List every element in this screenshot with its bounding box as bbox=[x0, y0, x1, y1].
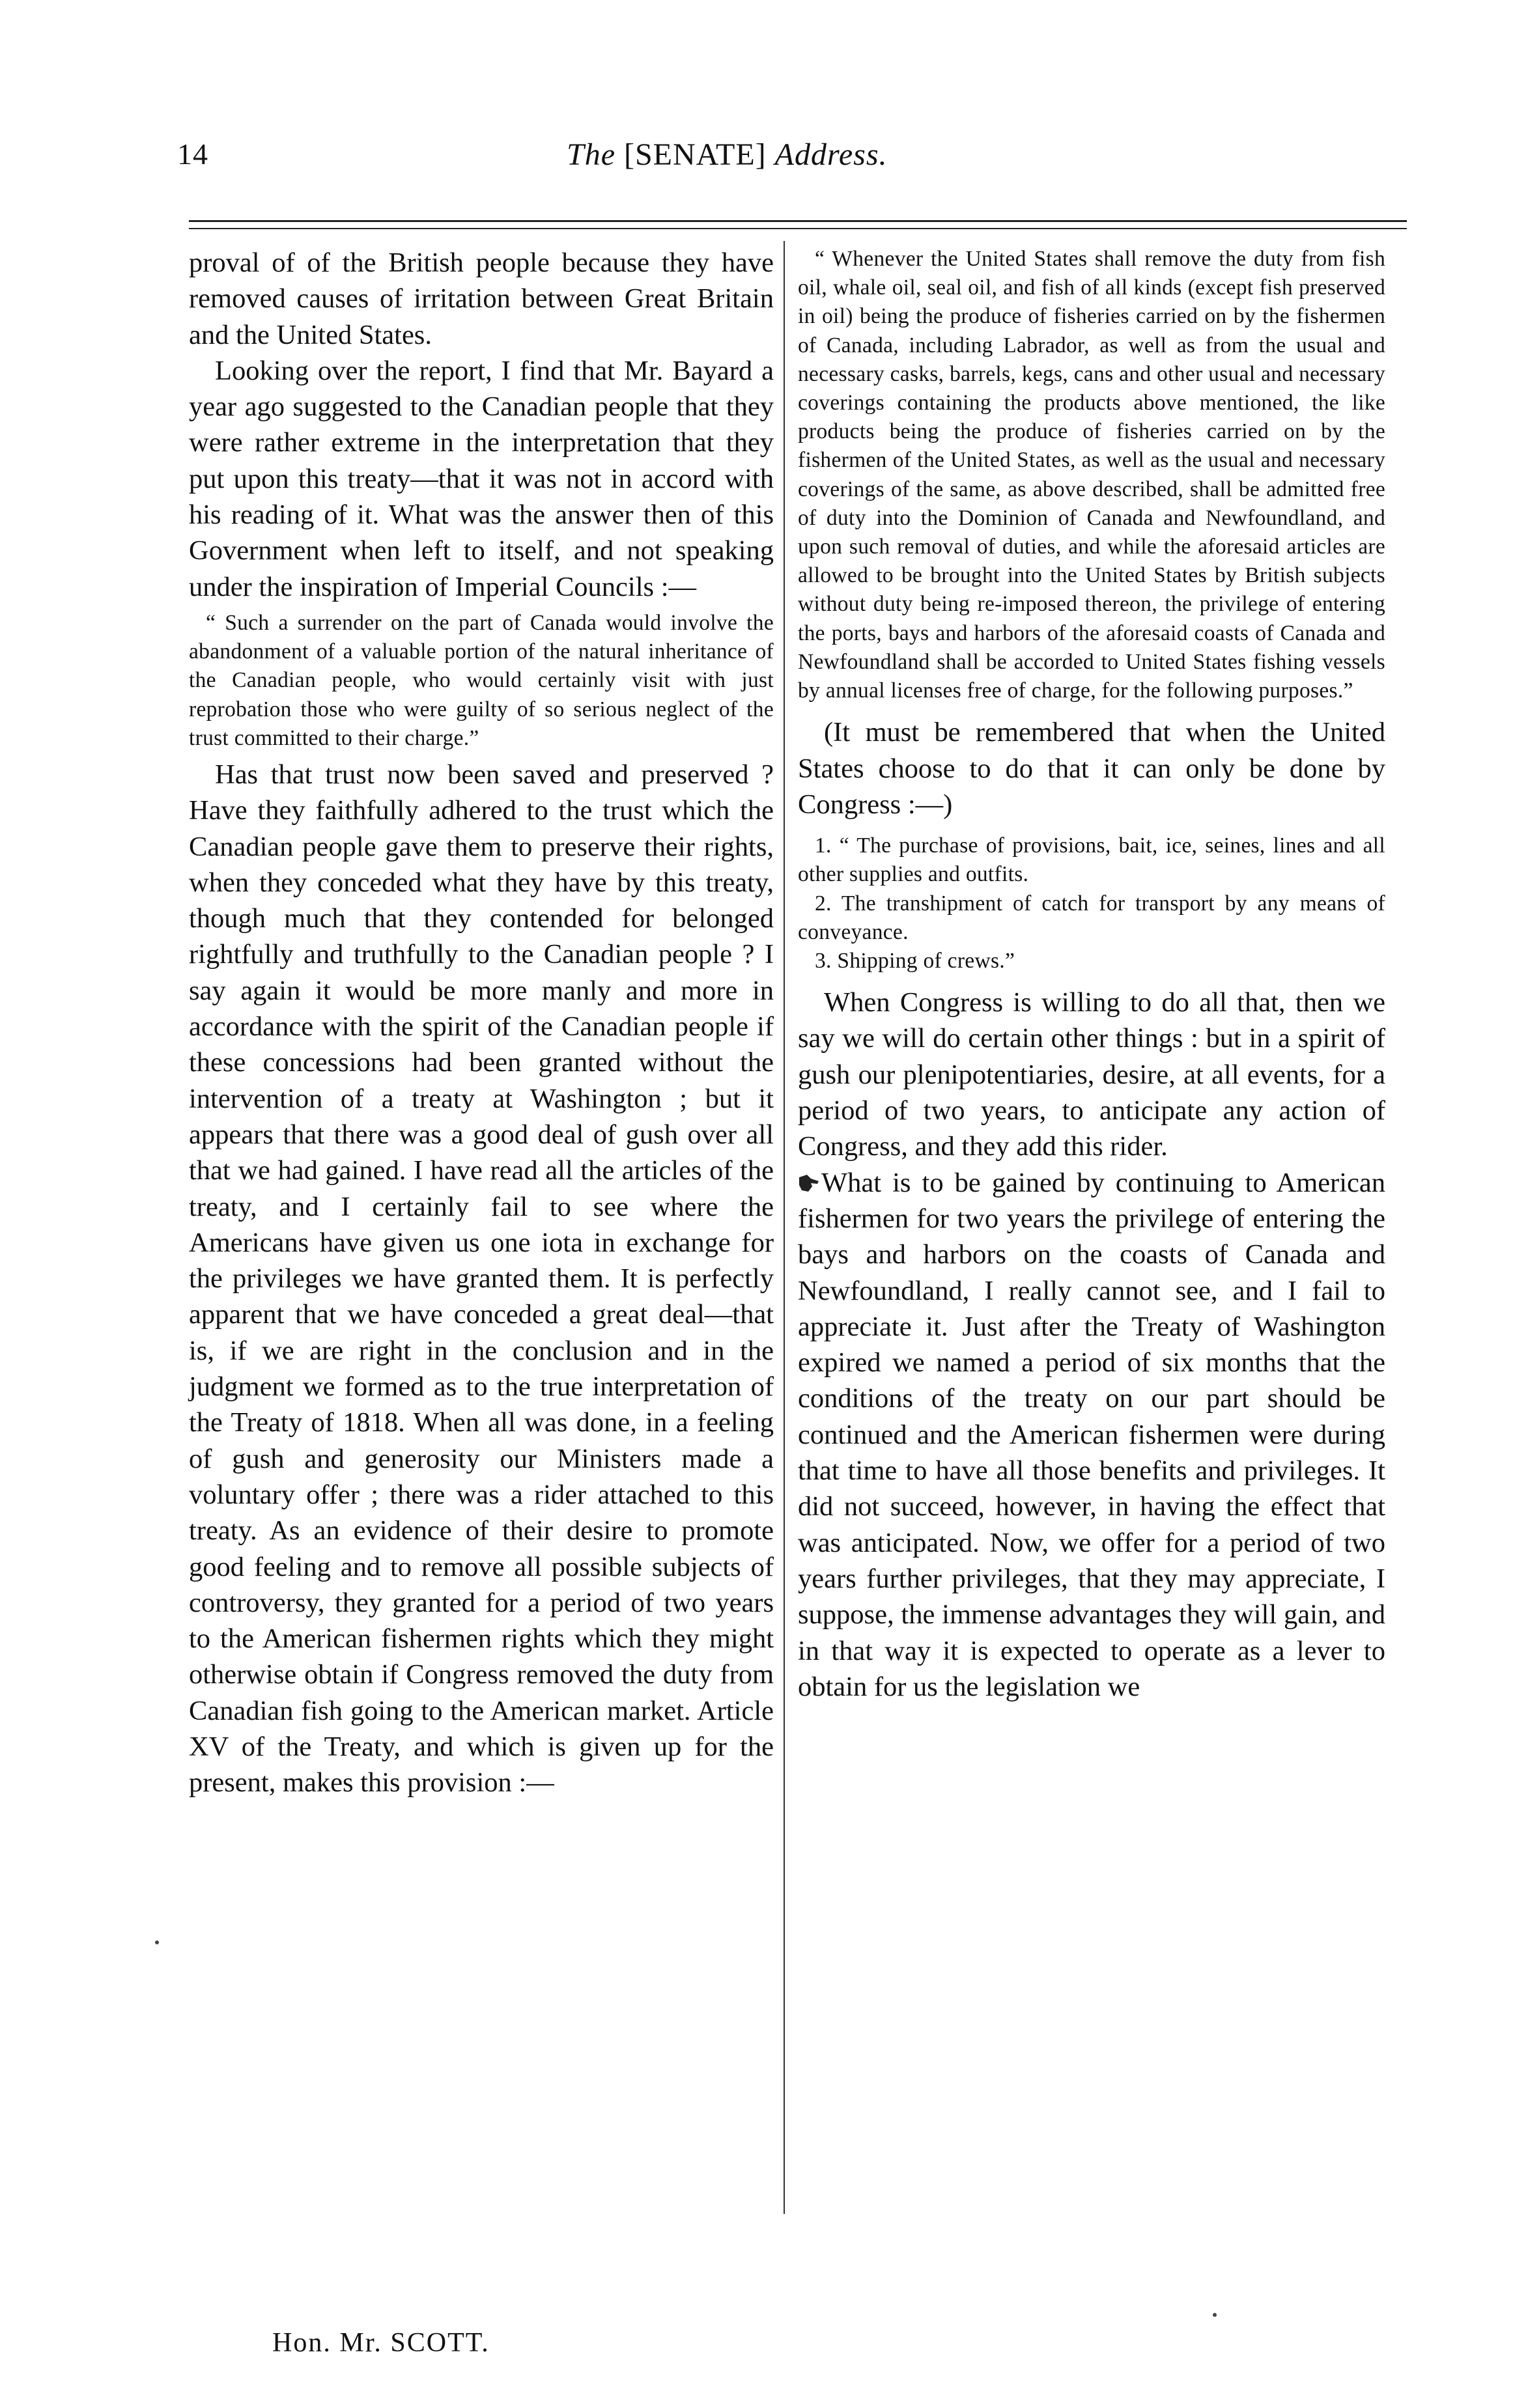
block-quote-surrender: “ Such a surrender on the part of Canada would involve the abandonment of a valuable portion of the natural inheritance of the Canadian people, who would certainly visit with just reprobation those who were guilty of so serious neglect of the trust committed to their charge.” bbox=[189, 610, 774, 750]
running-head bbox=[567, 137, 1062, 173]
paragraph-bayard: Looking over the report, I find that Mr. Bayard a year ago suggested to the Canadian people that they were rather extreme in the interpretation that they put upon this treaty—that it was not in accord with his reading of it. What was the answer then of this Government when left to itself, and not speaking under the inspiration of Imperial Councils :— bbox=[189, 355, 774, 602]
footer-hon: Hon. bbox=[272, 2328, 332, 2358]
speaker-footer bbox=[272, 2327, 490, 2359]
paragraph-congress-note: (It must be remembered that when the United States choose to do that it can only be done by Congress :—) bbox=[798, 717, 1385, 820]
list-item-transhipment: 2. The transhipment of catch for transport by any means of conveyance. bbox=[798, 891, 1385, 944]
running-head-the: The bbox=[567, 137, 615, 172]
page-number: 14 bbox=[177, 137, 208, 171]
pointing-hand-icon bbox=[798, 1173, 820, 1193]
running-head-senate: [SENATE] bbox=[624, 137, 767, 172]
list-item-provisions: 1. “ The purchase of provisions, bait, ice, seines, lines and all other supplies and outfits. bbox=[798, 833, 1385, 887]
paragraph-what-gained bbox=[798, 1165, 1385, 1705]
left-column bbox=[189, 245, 774, 1801]
right-column bbox=[798, 245, 1385, 1705]
paragraph-trust: Has that trust now been saved and preserved ? Have they faithfully adhered to the trust which the Canadian people gave them to preserve their rights, when they conceded what they have by this treaty, though much that they contended for belonged rightfully and truthfully to the Canadian people ? I say again it would be more manly and more in accordance with the spirit of the Canadian people if these concessions had been granted without the intervention of a treaty at Washington ; but it appears that there was a good deal of gush over all that we had gained. I have read all the articles of the treaty, and I certainly fail to see where the Americans have given us one iota in exchange for the privileges we have granted them. It is perfectly apparent that we have conceded a great deal—that is, if we are right in the conclusion and in the judgment we formed as to the true interpretation of the Treaty of 1818. When all was done, in a feeling of gush and generosity our Ministers made a voluntary offer ; there was a rider attached to this treaty. As an evidence of their desire to promote good feeling and to remove all possible subjects of controversy, they granted for a period of two years to the American fishermen rights which they might otherwise obtain if Congress removed the duty from Canadian fish going to the American market. Article XV of the Treaty, and which is given up for the present, makes this provision :— bbox=[189, 759, 774, 1799]
footer-mr: Mr. bbox=[339, 2328, 382, 2358]
paragraph-gush: When Congress is willing to do all that, then we say we will do certain other things : but in a spirit of gush our plenipotentiaries, desire, at all events, for a period of two years, to anticipate any action of Congress, and they add this rider. bbox=[798, 987, 1385, 1162]
print-speck bbox=[1213, 2313, 1217, 2317]
header-rule-top bbox=[189, 220, 1407, 222]
column-divider bbox=[784, 241, 785, 2214]
print-speck bbox=[155, 1940, 159, 1944]
footer-name: SCOTT. bbox=[390, 2328, 490, 2358]
running-head-address: Address. bbox=[774, 137, 888, 172]
list-item-crews: 3. Shipping of crews.” bbox=[815, 948, 1015, 973]
paragraph-continuation: proval of of the British people because they have removed causes of irritation between Great Britain and the United States. bbox=[189, 247, 774, 350]
paragraph-what-gained-text: What is to be gained by continuing to American fishermen for two years the privilege of entering the bays and harbors on the coasts of Canada and Newfoundland, I really cannot see, and I fail to appreciate it. Just after the Treaty of Washington expired we named a period of six months that the conditions of the treaty on our part should be continued and the American fishermen were during that time to have all those benefits and privileges. It did not succeed, however, in having the effect that was anticipated. Now, we offer for a period of two years further privileges, that they may appreciate, I suppose, the immense advantages they will gain, and in that way it is expected to operate as a lever to obtain for us the legislation we bbox=[798, 1167, 1385, 1702]
block-quote-article-xv: “ Whenever the United States shall remove the duty from fish oil, whale oil, seal oil, and fish of all kinds (except fish preserved in oil) being the produce of fisheries carried on by the fishermen of Canada, including Labrador, as well as from the usual and necessary casks, barrels, kegs, cans and other usual and necessary coverings containing the products above mentioned, the like products being the produce of fisheries carried on by the fishermen of the United States, as well as the usual and necessary coverings of the same, as above described, shall be admitted free of duty into the Dominion of Canada and Newfoundland, and upon such removal of duties, and while the aforesaid articles are allowed to be brought into the United States by British subjects without duty being re-imposed thereon, the privilege of entering the ports, bays and harbors of the aforesaid coasts of Canada and Newfoundland shall be accorded to United States fishing vessels by annual licenses free of charge, for the following purposes.” bbox=[798, 247, 1385, 703]
header-rule-bottom bbox=[189, 228, 1407, 229]
